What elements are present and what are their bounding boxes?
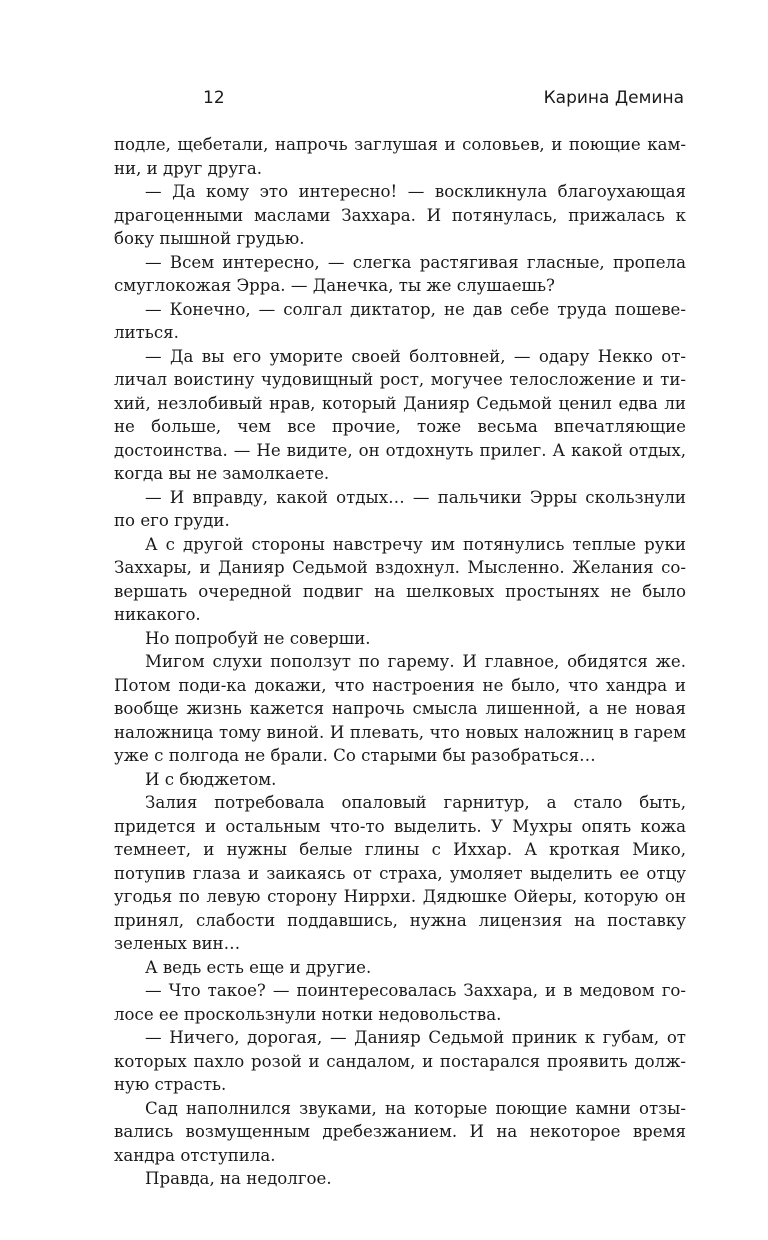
paragraph: Сад наполнился звуками, на которые поющие камни отзывались возмущенным дребезжанием. И на некоторое время хандра отступила.: [114, 1098, 686, 1165]
page-header: [114, 88, 684, 118]
paragraph: Правда, на недолгое.: [145, 1169, 332, 1188]
paragraph: А ведь есть еще и другие.: [145, 957, 372, 977]
paragraph: — Да кому это интересно! — воскликнула благоухающая драгоценными маслами Заххара. И потянулась, прижалась к боку пышной грудью.: [114, 182, 686, 248]
paragraph: И с бюджетом.: [145, 769, 277, 789]
running-title: Карина Демина: [543, 88, 684, 108]
paragraph: Мигом слухи поползут по гарему. И главное, обидятся же. Потом поди-ка докажи, что настроения не было, что хандра и вообще жизнь кажется напрочь смысла лишенной, а не новая наложница тому виной. И плевать, что новых наложниц в гарем уже с полгода не брали. Со старыми бы разобраться…: [114, 652, 686, 765]
page-number: 12: [203, 88, 225, 108]
paragraph: — И вправду, какой отдых… — пальчики Эрры скользнули по его груди.: [114, 487, 686, 530]
body-text: [114, 133, 686, 1191]
paragraph: Но попробуй не соверши.: [145, 628, 371, 648]
paragraph: А с другой стороны навстречу им потянулись теплые руки Заххары, и Данияр Седьмой вздохнул. Мысленно. Желания совершать очередной подвиг на шелковых простынях не было никакого.: [114, 534, 686, 624]
paragraph: — Что такое? — поинтересовалась Заххара, и в медовом голосе ее проскользнули нотки недовольства.: [114, 981, 686, 1024]
paragraph: — Да вы его уморите своей болтовней, — одару Некко отличал воистину чудовищный рост, могучее телосложение и тихий, незлобивый нрав, который Данияр Седьмой ценил едва ли не больше, чем все прочие, тоже весьма впечатляющие достоинства. — Не видите, он отдохнуть прилег. А какой отдых, когда вы не замолкаете.: [114, 346, 686, 483]
paragraph: подле, щебетали, напрочь заглушая и соловьев, и поющие камни, и друг друга.: [114, 135, 686, 178]
paragraph: — Конечно, — солгал диктатор, не дав себе труда пошевелиться.: [114, 299, 686, 342]
paragraph: Залия потребовала опаловый гарнитур, а стало быть, придется и остальным что-то выделить. У Мухры опять кожа темнеет, и нужны белые глины с Иххар. А кроткая Мико, потупив глаза и заикаясь от страха, умоляет выделить ее отцу угодья по левую сторону Ниррхи. Дядюшке Ойеры, которую он принял, слабости поддавшись, нужна лицензия на поставку зеленых вин…: [114, 793, 686, 953]
paragraph: — Всем интересно, — слегка растягивая гласные, пропела смуглокожая Эрра. — Данечка, ты же слушаешь?: [114, 252, 686, 295]
paragraph: — Ничего, дорогая, — Данияр Седьмой приник к губам, от которых пахло розой и сандалом, и постарался проявить должную страсть.: [114, 1028, 686, 1094]
